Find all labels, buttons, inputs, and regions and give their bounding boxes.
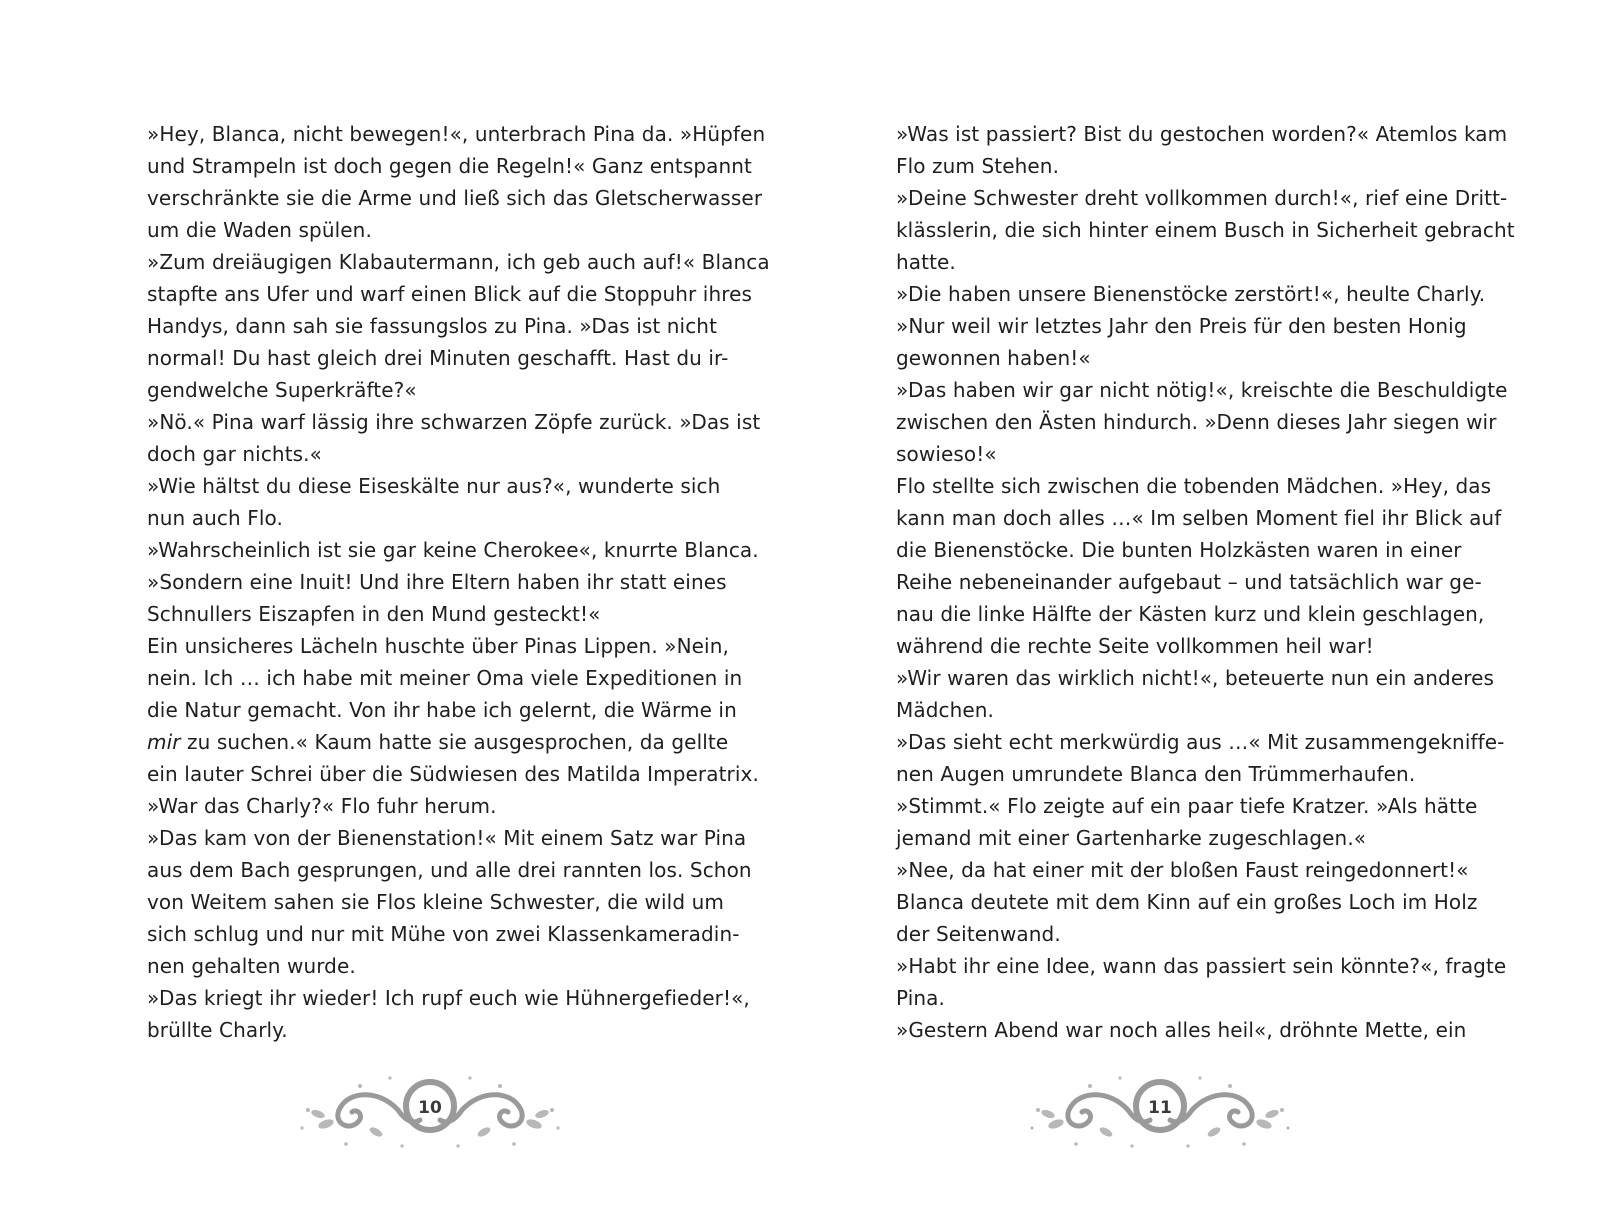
text-line: »Das haben wir gar nicht nötig!«, kreischte die Beschuldigte — [896, 378, 1508, 402]
text-line: von Weitem sahen sie Flos kleine Schwester, die wild um — [147, 890, 724, 914]
text-line: doch gar nichts.« — [147, 442, 322, 466]
text-line: »Wir waren das wirklich nicht!«, beteuerte nun ein anderes — [896, 666, 1495, 690]
text-line: die Natur gemacht. Von ihr habe ich gelernt, die Wärme in — [147, 698, 737, 722]
text-line: während die rechte Seite vollkommen heil war! — [896, 634, 1374, 658]
text-line: jemand mit einer Gartenharke zugeschlagen.« — [896, 826, 1367, 850]
text-line: Blanca deutete mit dem Kinn auf ein großes Loch im Holz — [896, 890, 1478, 914]
text-line: stapfte ans Ufer und warf einen Blick auf die Stoppuhr ihres — [147, 282, 753, 306]
text-line: hatte. — [896, 250, 956, 274]
text-line: »Gestern Abend war noch alles heil«, dröhnte Mette, ein — [896, 1018, 1467, 1042]
text-line: gendwelche Superkräfte?« — [147, 378, 417, 402]
text-line: »Das sieht echt merkwürdig aus …« Mit zusammengekniffe- — [896, 730, 1505, 754]
page-ornament — [1020, 1070, 1300, 1160]
text-line: der Seitenwand. — [896, 922, 1061, 946]
text-line: kann man doch alles …« Im selben Moment fiel ihr Blick auf — [896, 506, 1502, 530]
text-line: »Stimmt.« Flo zeigte auf ein paar tiefe Kratzer. »Als hätte — [896, 794, 1478, 818]
right-page — [800, 0, 1600, 1221]
right-page-text — [896, 118, 1515, 1046]
text-line: klässlerin, die sich hinter einem Busch in Sicherheit gebracht — [896, 218, 1515, 242]
text-line: sowieso!« — [896, 442, 997, 466]
text-line: »Die haben unsere Bienenstöcke zerstört!«, heulte Charly. — [896, 282, 1486, 306]
text-line: Mädchen. — [896, 698, 995, 722]
text-line: Handys, dann sah sie fassungslos zu Pina. »Das ist nicht — [147, 314, 718, 338]
text-line: und Strampeln ist doch gegen die Regeln!« Ganz entspannt — [147, 154, 752, 178]
emphasis-word: mir — [147, 730, 181, 754]
text-line: »Wahrscheinlich ist sie gar keine Cherokee«, knurrte Blanca. — [147, 538, 759, 562]
text-line-emphasis — [147, 726, 729, 758]
text-line: Flo stellte sich zwischen die tobenden Mädchen. »Hey, das — [896, 474, 1492, 498]
left-page-text — [147, 118, 770, 1046]
text-line: Ein unsicheres Lächeln huschte über Pinas Lippen. »Nein, — [147, 634, 729, 658]
text-line: »Hey, Blanca, nicht bewegen!«, unterbrach Pina da. »Hüpfen — [147, 122, 766, 146]
text-line: aus dem Bach gesprungen, und alle drei rannten los. Schon — [147, 858, 752, 882]
text-line: »Habt ihr eine Idee, wann das passiert sein könnte?«, fragte — [896, 954, 1507, 978]
page-ornament — [290, 1070, 570, 1160]
text-line: »Das kam von der Bienenstation!« Mit einem Satz war Pina — [147, 826, 747, 850]
text-line: »Nur weil wir letztes Jahr den Preis für den besten Honig — [896, 314, 1467, 338]
text-line: zwischen den Ästen hindurch. »Denn dieses Jahr siegen wir — [896, 410, 1497, 434]
text-line: die Bienenstöcke. Die bunten Holzkästen waren in einer — [896, 538, 1462, 562]
text-line: »Sondern eine Inuit! Und ihre Eltern haben ihr statt eines — [147, 570, 727, 594]
text-line: nein. Ich … ich habe mit meiner Oma viele Expeditionen in — [147, 666, 743, 690]
text-line: »Zum dreiäugigen Klabautermann, ich geb auch auf!« Blanca — [147, 250, 770, 274]
text-line: um die Waden spülen. — [147, 218, 372, 242]
text-line: nen Augen umrundete Blanca den Trümmerhaufen. — [896, 762, 1416, 786]
text-line: »Nee, da hat einer mit der bloßen Faust reingedonnert!« — [896, 858, 1469, 882]
page-number: 10 — [418, 1098, 442, 1118]
text-line: nen gehalten wurde. — [147, 954, 356, 978]
text-line: brüllte Charly. — [147, 1018, 288, 1042]
page-number: 11 — [1148, 1098, 1172, 1118]
text-line: Reihe nebeneinander aufgebaut – und tatsächlich war ge- — [896, 570, 1482, 594]
text-line-rest: zu suchen.« Kaum hatte sie ausgesprochen, da gellte — [187, 730, 729, 754]
text-line: sich schlug und nur mit Mühe von zwei Klassenkameradin- — [147, 922, 740, 946]
text-line: Schnullers Eiszapfen in den Mund gesteckt!« — [147, 602, 601, 626]
text-line: Flo zum Stehen. — [896, 154, 1060, 178]
text-line: »Wie hältst du diese Eiseskälte nur aus?«, wunderte sich — [147, 474, 721, 498]
text-line: nun auch Flo. — [147, 506, 283, 530]
text-line: verschränkte sie die Arme und ließ sich das Gletscherwasser — [147, 186, 763, 210]
text-line: gewonnen haben!« — [896, 346, 1091, 370]
text-line: »Nö.« Pina warf lässig ihre schwarzen Zöpfe zurück. »Das ist — [147, 410, 761, 434]
text-line: ein lauter Schrei über die Südwiesen des Matilda Imperatrix. — [147, 762, 759, 786]
text-line: »Das kriegt ihr wieder! Ich rupf euch wie Hühnergefieder!«, — [147, 986, 750, 1010]
text-line: normal! Du hast gleich drei Minuten geschafft. Hast du ir- — [147, 346, 729, 370]
text-line: »Was ist passiert? Bist du gestochen worden?« Atemlos kam — [896, 122, 1508, 146]
text-line: nau die linke Hälfte der Kästen kurz und klein geschlagen, — [896, 602, 1485, 626]
text-line: »Deine Schwester dreht vollkommen durch!«, rief eine Dritt- — [896, 186, 1508, 210]
text-line: »War das Charly?« Flo fuhr herum. — [147, 794, 497, 818]
text-line: Pina. — [896, 986, 945, 1010]
